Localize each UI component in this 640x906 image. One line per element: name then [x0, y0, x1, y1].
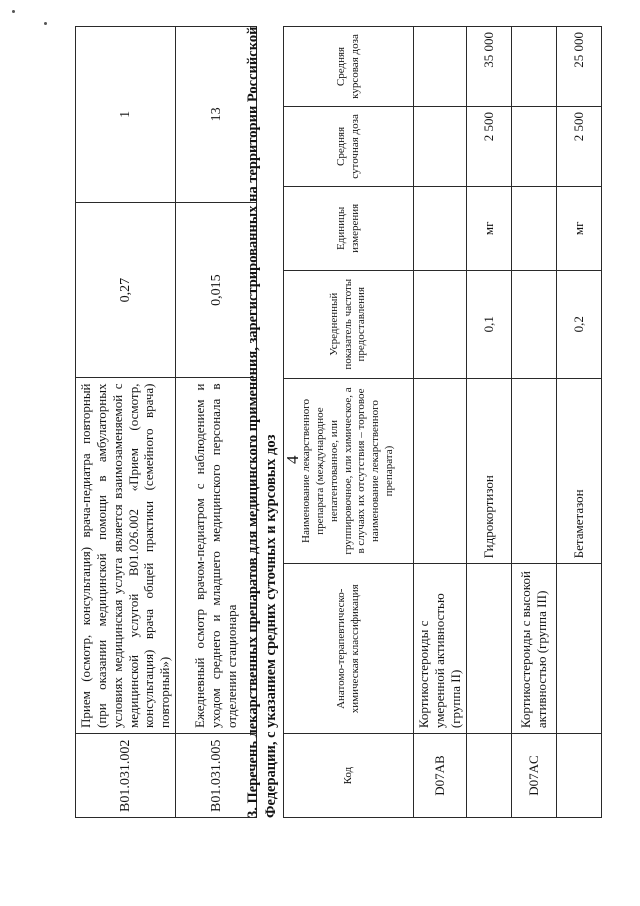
- drug-daily-dose: [414, 106, 467, 186]
- header-course-dose: Средняя курсовая доза: [284, 27, 414, 107]
- header-drug-name: Наименование лекарственного препарата (международное непатентованное, или группировочное, или химическое, а в случаях их отсутствия – торговое наименование лекарственного препарата): [284, 378, 414, 564]
- service-multiplicity: 1: [76, 27, 176, 203]
- drug-daily-dose: 2 500: [466, 106, 511, 186]
- drug-code: [556, 734, 601, 818]
- service-code: B01.031.002: [76, 734, 176, 818]
- header-atc: Анатомо-терапевтическо-химическая классификация: [284, 564, 414, 734]
- table-row: [76, 27, 176, 818]
- service-multiplicity: 13: [176, 27, 257, 203]
- header-daily-dose: Средняя суточная доза: [284, 106, 414, 186]
- table-header-row: [284, 27, 414, 818]
- drug-code: D07AC: [511, 734, 556, 818]
- drug-daily-dose: 2 500: [556, 106, 601, 186]
- service-code: B01.031.005: [176, 734, 257, 818]
- header-frequency: Усредненный показатель частоты предоставления: [284, 270, 414, 378]
- header-unit: Единицы измерения: [284, 186, 414, 270]
- header-code: Код: [284, 734, 414, 818]
- service-frequency: 0,015: [176, 202, 257, 378]
- drug-unit: [511, 186, 556, 270]
- drug-unit: мг: [556, 186, 601, 270]
- drug-name: [511, 378, 556, 564]
- table-row: [414, 27, 467, 818]
- drug-unit: [414, 186, 467, 270]
- drug-course-dose: 25 000: [556, 27, 601, 107]
- drug-atc: [466, 564, 511, 734]
- drug-daily-dose: [511, 106, 556, 186]
- drug-name: Бетаметазон: [556, 378, 601, 564]
- service-name: Ежедневный осмотр врачом-педиатром с наблюдением и уходом среднего и младшего медицинского персонала в отделении стационара: [176, 378, 257, 734]
- drug-unit: мг: [466, 186, 511, 270]
- drug-name: [414, 378, 467, 564]
- table-row: [556, 27, 601, 818]
- drug-atc: Кортикостероиды с умеренной активностью (группа II): [414, 564, 467, 734]
- drugs-table: [283, 26, 602, 818]
- drug-atc: Кортикостероиды с высокой активностью (группа III): [511, 564, 556, 734]
- drug-frequency: 0,1: [466, 270, 511, 378]
- section-heading: 3. Перечень лекарственных препаратов для медицинского применения, зарегистрированных на территории Российской Федерации, с указанием средних суточных и курсовых доз: [245, 26, 279, 818]
- drug-frequency: [511, 270, 556, 378]
- drug-course-dose: 35 000: [466, 27, 511, 107]
- table-row: [511, 27, 556, 818]
- drug-course-dose: [414, 27, 467, 107]
- drug-course-dose: [511, 27, 556, 107]
- service-frequency: 0,27: [76, 202, 176, 378]
- table-row: [466, 27, 511, 818]
- services-table: [75, 26, 257, 818]
- drug-code: D07AB: [414, 734, 467, 818]
- service-name: Прием (осмотр, консультация) врача-педиатра повторный (при оказании медицинской помощи в амбулаторных условиях медицинская услуга является взаимозаменяемой с медицинской услугой B01.026.002 «Прием (осмотр, консультация) врача общей практики (семейного врача) повторный»): [76, 378, 176, 734]
- drug-code: [466, 734, 511, 818]
- drug-name: Гидрокортизон: [466, 378, 511, 564]
- page-number: 4: [283, 455, 302, 464]
- drug-frequency: [414, 270, 467, 378]
- drug-atc: [556, 564, 601, 734]
- drug-frequency: 0,2: [556, 270, 601, 378]
